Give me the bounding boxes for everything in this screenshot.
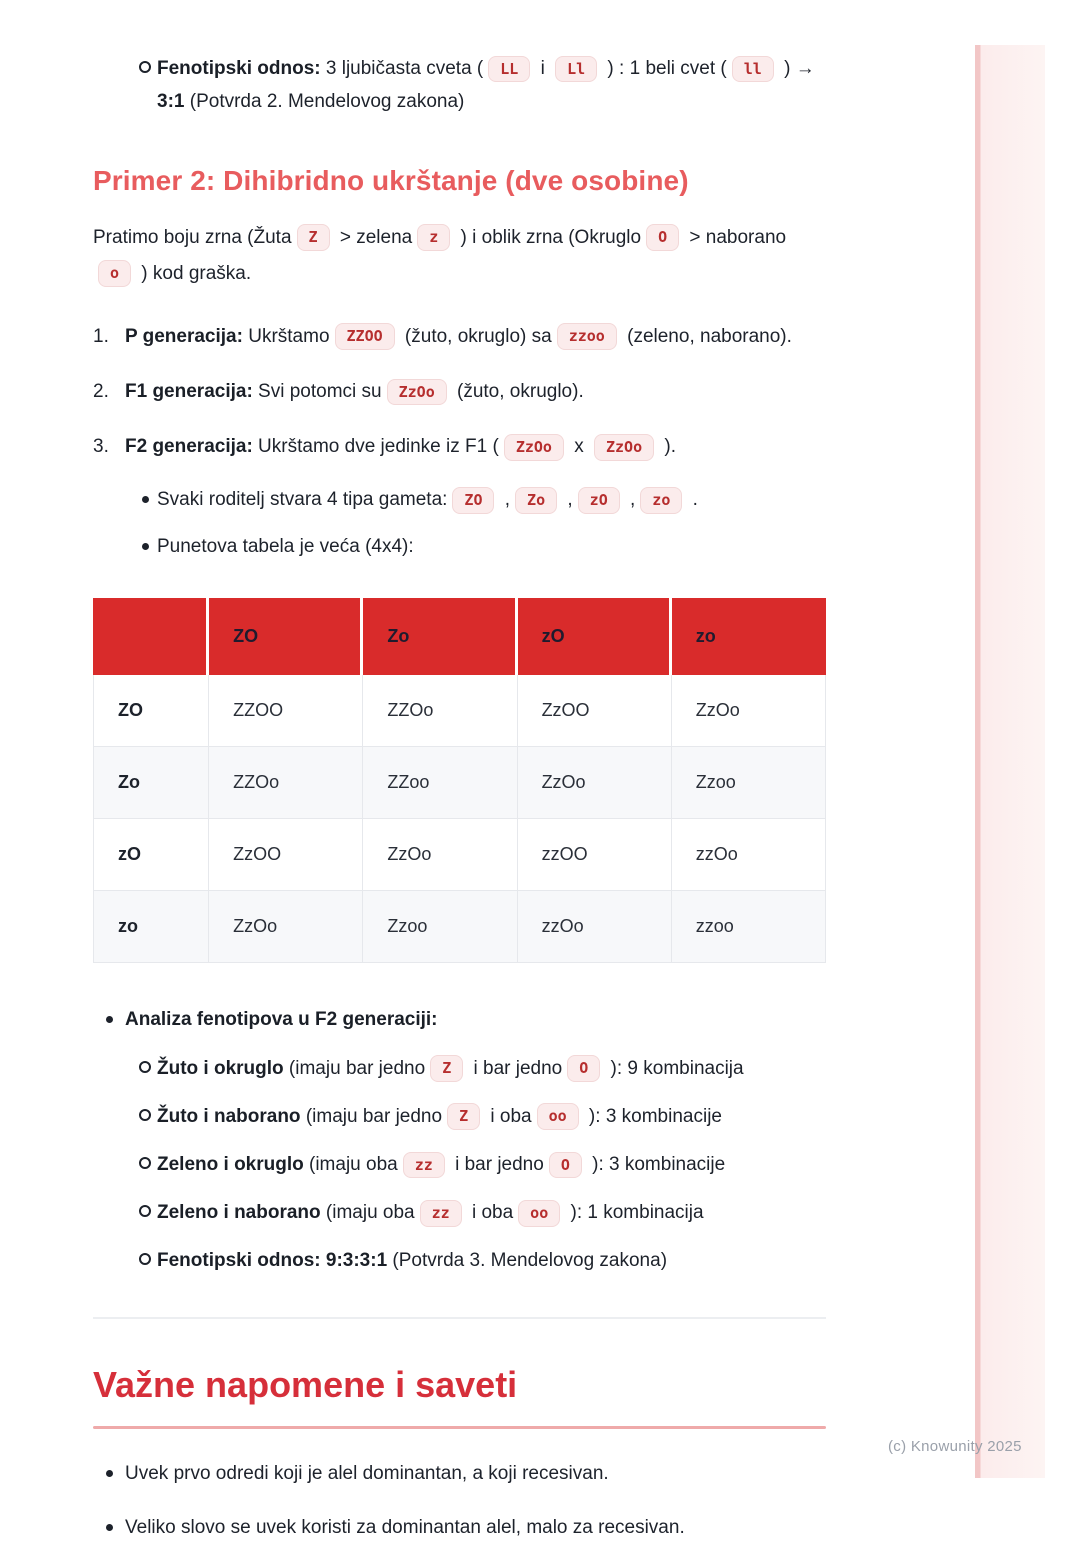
genotype-badge: zzoo: [557, 323, 617, 350]
table-row: [93, 747, 826, 819]
step-text: P generacija: Ukrštamo ZZOO (žuto, okruglo) sa zzoo (zeleno, naborano).: [125, 320, 826, 353]
table-cell: Zzoo: [672, 747, 826, 819]
analysis-item-green-round: [133, 1148, 826, 1182]
genotype-badge: Ll: [555, 56, 597, 83]
step-p-generation: [93, 320, 826, 353]
genotype-badge: ZzOo: [594, 434, 654, 461]
analysis-items-list: [93, 1052, 826, 1279]
table-col-header: zO: [518, 598, 672, 675]
table-cell: ZZOo: [363, 675, 517, 747]
analysis-title-text: Analiza fenotipova u F2 generaciji:: [125, 1009, 438, 1031]
genotype-badge: O: [549, 1152, 582, 1179]
table-cell: ZzOo: [209, 891, 363, 963]
analysis-item-ratio: [133, 1244, 826, 1278]
note-bullet-capital-letter: [93, 1513, 826, 1543]
section-divider: [93, 1317, 826, 1319]
gametes-text: Svaki roditelj stvara 4 tipa gameta: ZO , Zo , zO , zo .: [157, 485, 826, 515]
table-col-header: zo: [672, 598, 826, 675]
genotype-badge: O: [646, 224, 679, 251]
punnett-note-bullet: [133, 532, 826, 562]
step-number: 2.: [93, 380, 109, 402]
intro-paragraph: Pratimo boju zrna (Žuta Z > zelena z ) i oblik zrna (Okruglo O > naboranoo ) kod graška.: [93, 220, 826, 292]
table-row-header: Zo: [93, 747, 209, 819]
table-cell: zzOo: [518, 891, 672, 963]
table-cell: ZzOO: [209, 819, 363, 891]
table-row-header: zo: [93, 891, 209, 963]
analysis-item-text: Zeleno i naborano (imaju oba zz i oba oo ): 1 kombinacija: [157, 1196, 826, 1230]
genotype-badge: zz: [403, 1152, 445, 1179]
table-row-header: zO: [93, 819, 209, 891]
genotype-badge: zz: [420, 1200, 462, 1227]
watermark: (c) Knowunity 2025: [888, 1438, 1022, 1455]
genotype-badge: oo: [537, 1103, 579, 1130]
analysis-item-text: Fenotipski odnos: 9:3:3:1 (Potvrda 3. Mendelovog zakona): [157, 1250, 668, 1272]
table-cell: Zzoo: [363, 891, 517, 963]
genotype-badge: ZzOo: [387, 379, 447, 406]
phenotype-ratio-line1: Fenotipski odnos: 3 ljubičasta cveta ( LL i Ll ) : 1 beli cvet ( ll ) →: [157, 52, 826, 85]
genotype-badge: LL: [488, 56, 530, 83]
hollow-bullet-icon: [133, 1052, 157, 1073]
genotype-badge: ZO: [452, 487, 494, 514]
analysis-item-text: Žuto i naborano (imaju bar jedno Z i oba oo ): 3 kombinacije: [157, 1100, 826, 1134]
table-row: [93, 891, 826, 963]
genotype-badge: zo: [640, 487, 682, 514]
table-cell: ZzOo: [672, 675, 826, 747]
generation-steps-list: [93, 320, 826, 563]
step-number: 1.: [93, 325, 109, 347]
table-cell: ZZOo: [209, 747, 363, 819]
section-heading-primer-2: Primer 2: Dihibridno ukrštanje (dve osobine): [93, 164, 689, 196]
genotype-badge: Z: [430, 1055, 463, 1082]
solid-bullet-icon: [93, 1005, 125, 1023]
gametes-bullet: [133, 485, 826, 515]
phenotype-ratio-bullet: [133, 52, 826, 119]
table-row: [93, 675, 826, 747]
genotype-badge: ZzOo: [504, 434, 564, 461]
hollow-bullet-icon: [133, 1196, 157, 1217]
hollow-bullet-icon: [133, 52, 157, 73]
genotype-badge: Z: [447, 1103, 480, 1130]
analysis-item-yellow-wrinkled: [133, 1100, 826, 1134]
table-cell: ZzOo: [363, 819, 517, 891]
analysis-item-text: Žuto i okruglo (imaju bar jedno Z i bar jedno O ): 9 kombinacija: [157, 1052, 826, 1086]
table-cell: ZzOO: [518, 675, 672, 747]
table-col-header: Zo: [363, 598, 517, 675]
document-content: [93, 0, 826, 1568]
table-cell: ZzOo: [518, 747, 672, 819]
analysis-item-green-wrinkled: [133, 1196, 826, 1230]
table-cell: zzOo: [672, 819, 826, 891]
genotype-badge: ZZOO: [335, 323, 395, 350]
table-row: [93, 819, 826, 891]
step-text: F2 generacija: Ukrštamo dve jedinke iz F1 ( ZzOo x ZzOo ).: [125, 430, 826, 463]
genotype-badge: o: [98, 260, 131, 287]
solid-bullet-icon: [93, 1513, 125, 1531]
genotype-badge: O: [567, 1055, 600, 1082]
phenotype-ratio-line2: 3:1 (Potvrda 2. Mendelovog zakona): [157, 91, 465, 113]
table-cell: ZZoo: [363, 747, 517, 819]
step-text: F1 generacija: Svi potomci su ZzOo (žuto, okruglo).: [125, 375, 826, 408]
step-f2-generation: [93, 430, 826, 463]
step-f1-generation: [93, 375, 826, 408]
note-text: Uvek prvo odredi koji je alel dominantan, a koji recesivan.: [125, 1462, 609, 1484]
genotype-badge: z: [417, 224, 450, 251]
solid-bullet-icon: [93, 1459, 125, 1477]
notes-heading: Važne napomene i saveti: [93, 1363, 518, 1405]
genotype-badge: oo: [518, 1200, 560, 1227]
notes-list: [93, 1459, 826, 1544]
hollow-bullet-icon: [133, 1148, 157, 1169]
table-header-row: [93, 598, 826, 675]
solid-bullet-icon: [133, 532, 157, 550]
genotype-badge: ll: [732, 56, 774, 83]
hollow-bullet-icon: [133, 1244, 157, 1265]
genotype-badge: Zo: [515, 487, 557, 514]
table-corner-cell: [93, 598, 209, 675]
table-col-header: ZO: [209, 598, 363, 675]
note-bullet-dominant: [93, 1459, 826, 1489]
table-cell: zzOO: [518, 819, 672, 891]
punnett-note-text: Punetova tabela je veća (4x4):: [157, 535, 414, 557]
analysis-title-bullet: [93, 1005, 826, 1035]
page-edge-accent-bar: [975, 45, 1045, 1478]
genotype-badge: Z: [297, 224, 330, 251]
solid-bullet-icon: [133, 485, 157, 503]
punnett-square-table: [93, 598, 826, 963]
note-text: Veliko slovo se uvek koristi za dominantan alel, malo za recesivan.: [125, 1517, 685, 1539]
analysis-item-text: Zeleno i okruglo (imaju oba zz i bar jedno O ): 3 kombinacije: [157, 1148, 826, 1182]
f2-sub-bullets: [93, 485, 826, 562]
analysis-item-yellow-round: [133, 1052, 826, 1086]
table-cell: zzoo: [672, 891, 826, 963]
step-number: 3.: [93, 436, 109, 458]
genotype-badge: zO: [578, 487, 620, 514]
hollow-bullet-icon: [133, 1100, 157, 1121]
table-row-header: ZO: [93, 675, 209, 747]
notes-heading-underline: [93, 1426, 826, 1429]
table-cell: ZZOO: [209, 675, 363, 747]
f2-analysis-section: [93, 1005, 826, 1278]
phenotype-ratio-text: [157, 52, 826, 119]
